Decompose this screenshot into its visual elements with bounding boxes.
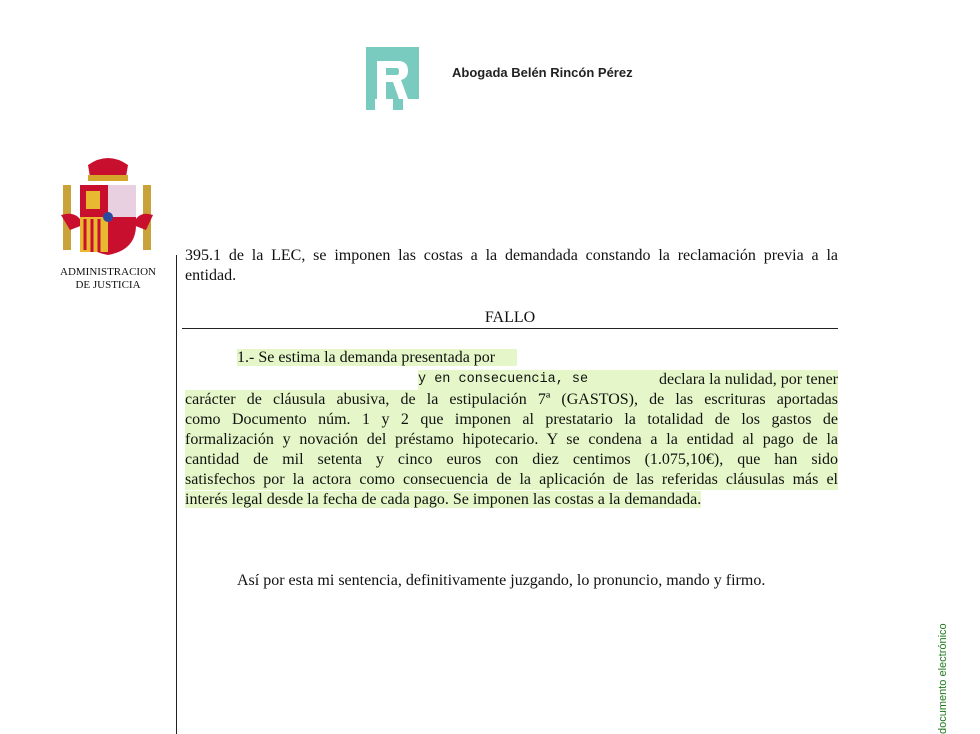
ruling-line xyxy=(237,348,517,368)
ruling-line xyxy=(185,490,701,510)
highlighted-text: 1.- Se estima la demanda presentada por xyxy=(237,349,517,366)
side-label: documento electrónico xyxy=(937,623,949,734)
ruling-line xyxy=(418,370,838,390)
brand-name: Abogada Belén Rincón Pérez xyxy=(452,65,633,80)
coat-of-arms-icon xyxy=(58,155,158,260)
emblem-caption xyxy=(40,266,176,292)
ruling-text: declara la nulidad, por tener xyxy=(658,371,838,388)
section-title: FALLO xyxy=(182,309,838,329)
ruling-mono-text: y en consecuencia, se xyxy=(418,372,589,387)
brand-logo xyxy=(366,47,419,110)
caption-line: DE JUSTICIA xyxy=(75,279,141,291)
ruling-line: como Documento núm. 1 y 2 que imponen al prestatario la totalidad de los gastos de xyxy=(185,411,838,428)
caption-line: ADMINISTRACION xyxy=(60,266,156,278)
margin-rule xyxy=(176,255,177,734)
intro-line: entidad. xyxy=(185,267,237,284)
closing-text: Así por esta mi sentencia, definitivamente juzgando, lo pronuncio, mando y firmo. xyxy=(237,572,766,589)
ruling-line: formalización y novación del préstamo hipotecario. Y se condena a la entidad al pago de la xyxy=(185,431,838,448)
intro-line: 395.1 de la LEC, se imponen las costas a la demandada constando la reclamación previa a la xyxy=(185,247,838,264)
highlighted-text: interés legal desde la fecha de cada pago. Se imponen las costas a la demandada. xyxy=(185,491,702,508)
ruling-line: carácter de cláusula abusiva, de la estipulación 7ª (GASTOS), de las escrituras aportadas xyxy=(185,391,838,408)
ruling-line: satisfechos por la actora como consecuencia de la aplicación de las referidas cláusulas más el xyxy=(185,471,838,488)
ruling-line: cantidad de mil setenta y cinco euros con diez centimos (1.075,10€), que han sido xyxy=(185,451,838,468)
